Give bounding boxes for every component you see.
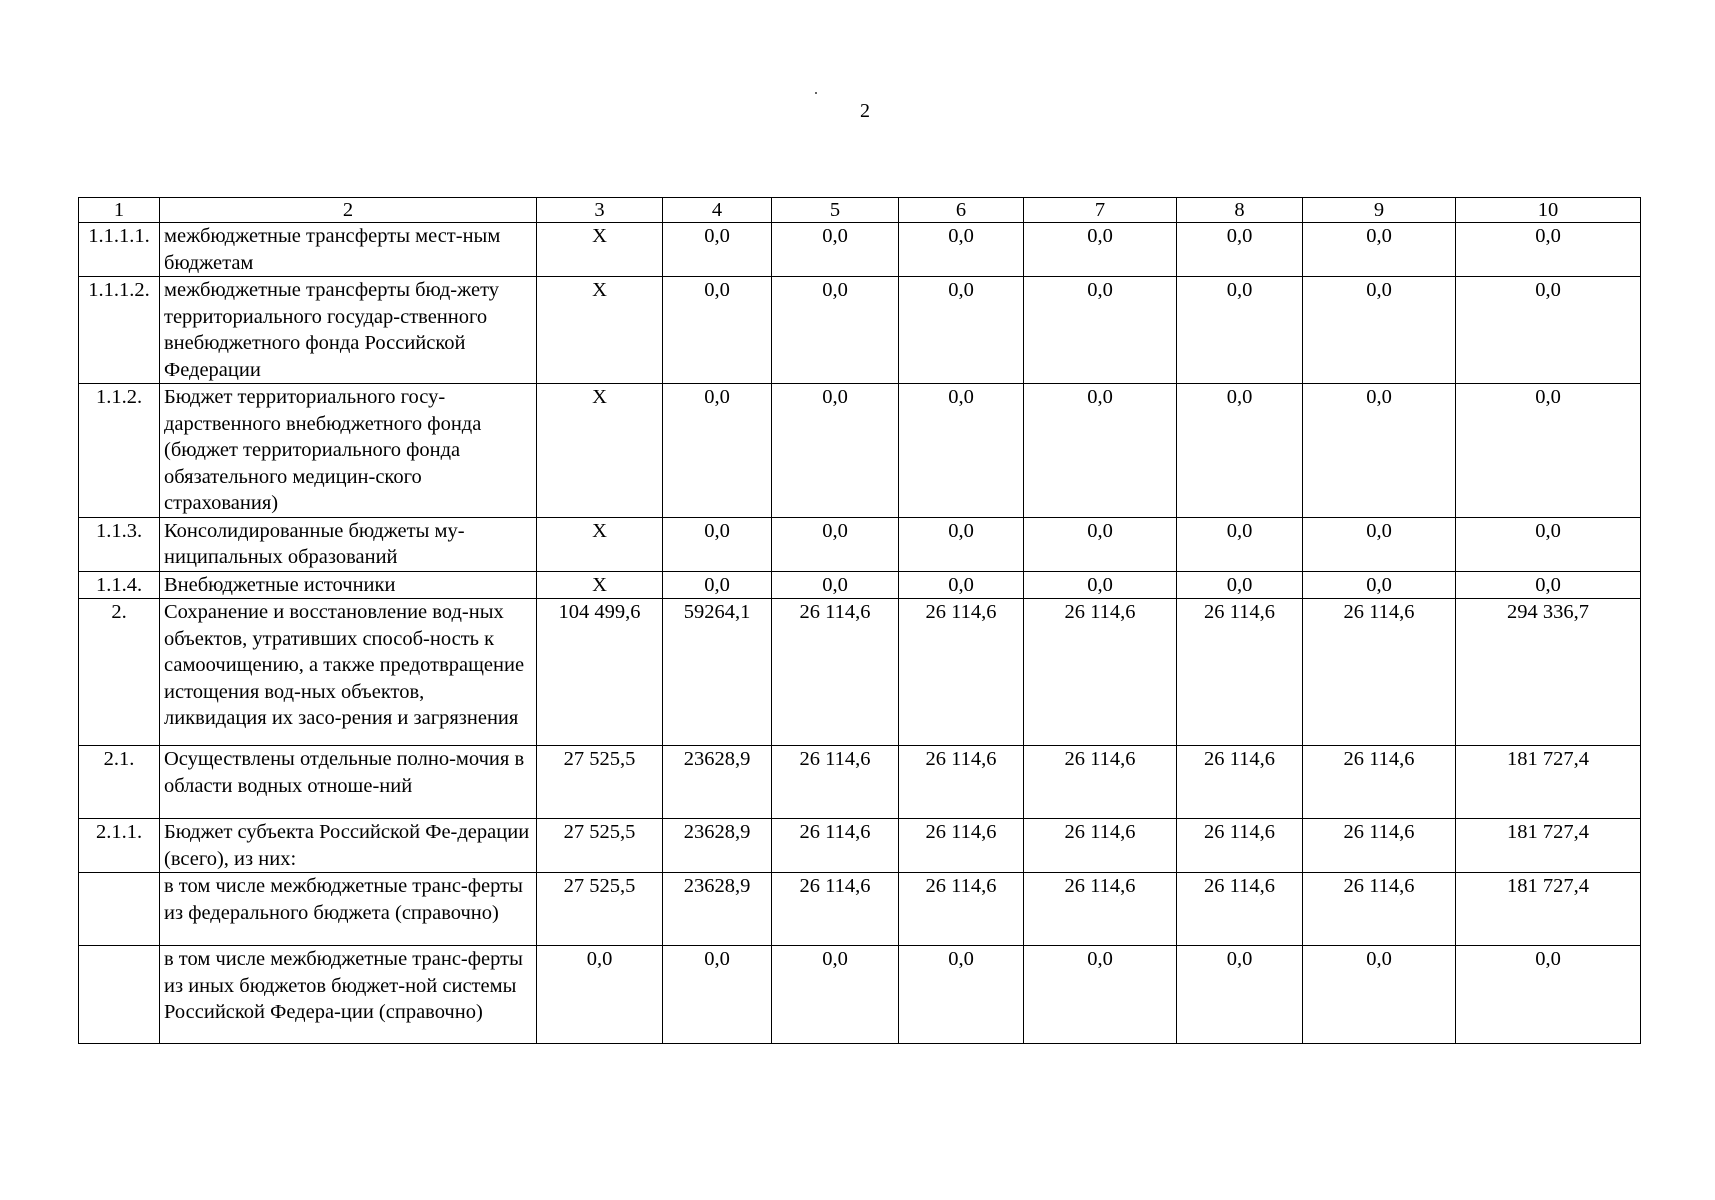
row-number-cell: 1.1.4. [79,571,160,599]
value-cell-col-4: 23628,9 [663,873,772,946]
value-cell-col-6: 0,0 [899,223,1024,277]
value-cell-col-10: 0,0 [1456,277,1641,384]
header-cell-7: 7 [1024,198,1177,223]
header-cell-8: 8 [1177,198,1303,223]
value-cell-col-7: 0,0 [1024,517,1177,571]
table-row [79,873,1641,946]
table-row [79,946,1641,1044]
value-cell-col-5: 0,0 [772,571,899,599]
value-cell-col-5: 0,0 [772,384,899,518]
table-row [79,571,1641,599]
value-cell-col-4: 0,0 [663,277,772,384]
value-cell-col-10: 0,0 [1456,571,1641,599]
header-cell-5: 5 [772,198,899,223]
row-number-cell: 2. [79,599,160,746]
value-cell-col-9: 0,0 [1303,223,1456,277]
table-row [79,384,1641,518]
value-cell-col-3: 27 525,5 [537,819,663,873]
value-cell-col-10: 0,0 [1456,223,1641,277]
value-cell-col-5: 26 114,6 [772,599,899,746]
value-cell-col-4: 23628,9 [663,819,772,873]
value-cell-col-8: 26 114,6 [1177,873,1303,946]
value-cell-col-10: 0,0 [1456,517,1641,571]
value-cell-col-9: 26 114,6 [1303,746,1456,819]
value-cell-col-7: 0,0 [1024,384,1177,518]
value-cell-col-10: 181 727,4 [1456,746,1641,819]
row-number-cell: 1.1.2. [79,384,160,518]
value-cell-col-8: 26 114,6 [1177,819,1303,873]
header-cell-9: 9 [1303,198,1456,223]
value-cell-col-6: 0,0 [899,571,1024,599]
header-cell-2: 2 [160,198,537,223]
row-description-cell: Бюджет территориального госу-дарственного внебюджетного фонда (бюджет территориального фонда обязательного медицин-ского страхования) [160,384,537,518]
value-cell-col-3: X [537,277,663,384]
value-cell-col-8: 26 114,6 [1177,746,1303,819]
value-cell-col-6: 26 114,6 [899,746,1024,819]
value-cell-col-7: 0,0 [1024,571,1177,599]
value-cell-col-3: X [537,384,663,518]
value-cell-col-8: 0,0 [1177,517,1303,571]
value-cell-col-7: 0,0 [1024,277,1177,384]
table-row [79,277,1641,384]
value-cell-col-8: 0,0 [1177,946,1303,1044]
value-cell-col-7: 0,0 [1024,223,1177,277]
value-cell-col-4: 0,0 [663,946,772,1044]
table-row [79,517,1641,571]
value-cell-col-7: 26 114,6 [1024,873,1177,946]
value-cell-col-3: X [537,223,663,277]
table-row [79,599,1641,746]
value-cell-col-6: 26 114,6 [899,873,1024,946]
value-cell-col-8: 0,0 [1177,384,1303,518]
value-cell-col-4: 0,0 [663,384,772,518]
row-description-cell: Осуществлены отдельные полно-мочия в области водных отноше-ний [160,746,537,819]
value-cell-col-6: 26 114,6 [899,599,1024,746]
value-cell-col-8: 26 114,6 [1177,599,1303,746]
value-cell-col-3: X [537,571,663,599]
row-number-cell: 2.1. [79,746,160,819]
value-cell-col-9: 0,0 [1303,517,1456,571]
table-body [79,198,1641,1044]
value-cell-col-3: X [537,517,663,571]
value-cell-col-9: 26 114,6 [1303,819,1456,873]
value-cell-col-7: 26 114,6 [1024,819,1177,873]
row-description-cell: Консолидированные бюджеты му-ниципальных образований [160,517,537,571]
value-cell-col-10: 181 727,4 [1456,819,1641,873]
row-number-cell: 2.1.1. [79,819,160,873]
value-cell-col-5: 0,0 [772,517,899,571]
value-cell-col-7: 26 114,6 [1024,746,1177,819]
value-cell-col-3: 104 499,6 [537,599,663,746]
value-cell-col-8: 0,0 [1177,277,1303,384]
row-number-cell [79,873,160,946]
row-number-cell: 1.1.1.2. [79,277,160,384]
value-cell-col-4: 0,0 [663,223,772,277]
value-cell-col-4: 0,0 [663,571,772,599]
value-cell-col-3: 0,0 [537,946,663,1044]
header-cell-1: 1 [79,198,160,223]
value-cell-col-7: 0,0 [1024,946,1177,1044]
value-cell-col-5: 26 114,6 [772,873,899,946]
row-description-cell: в том числе межбюджетные транс-ферты из иных бюджетов бюджет-ной системы Российской Федера-ции (справочно) [160,946,537,1044]
row-description-cell: Бюджет субъекта Российской Фе-дерации (всего), из них: [160,819,537,873]
value-cell-col-8: 0,0 [1177,223,1303,277]
row-number-cell [79,946,160,1044]
value-cell-col-6: 0,0 [899,517,1024,571]
value-cell-col-5: 0,0 [772,277,899,384]
header-row [79,198,1641,223]
table-row [79,223,1641,277]
value-cell-col-9: 0,0 [1303,571,1456,599]
page-number: 2 [860,100,870,122]
value-cell-col-3: 27 525,5 [537,873,663,946]
value-cell-col-10: 0,0 [1456,384,1641,518]
value-cell-col-4: 0,0 [663,517,772,571]
value-cell-col-6: 26 114,6 [899,819,1024,873]
value-cell-col-4: 23628,9 [663,746,772,819]
row-description-cell: межбюджетные трансферты мест-ным бюджетам [160,223,537,277]
budget-table [78,197,1641,1044]
scan-speck [815,92,817,94]
value-cell-col-3: 27 525,5 [537,746,663,819]
value-cell-col-9: 0,0 [1303,277,1456,384]
value-cell-col-10: 181 727,4 [1456,873,1641,946]
row-description-cell: Сохранение и восстановление вод-ных объектов, утративших способ-ность к самоочищению, а также предотвращение истощения вод-ных объектов, ликвидация их засо-рения и загрязнения [160,599,537,746]
value-cell-col-5: 0,0 [772,223,899,277]
row-description-cell: в том числе межбюджетные транс-ферты из федерального бюджета (справочно) [160,873,537,946]
row-description-cell: межбюджетные трансферты бюд-жету территориального государ-ственного внебюджетного фонда Российской Федерации [160,277,537,384]
header-cell-6: 6 [899,198,1024,223]
value-cell-col-9: 0,0 [1303,946,1456,1044]
header-cell-10: 10 [1456,198,1641,223]
value-cell-col-10: 0,0 [1456,946,1641,1044]
value-cell-col-4: 59264,1 [663,599,772,746]
value-cell-col-5: 0,0 [772,946,899,1044]
value-cell-col-6: 0,0 [899,277,1024,384]
table-row [79,746,1641,819]
row-description-cell: Внебюджетные источники [160,571,537,599]
value-cell-col-9: 26 114,6 [1303,599,1456,746]
value-cell-col-9: 0,0 [1303,384,1456,518]
value-cell-col-9: 26 114,6 [1303,873,1456,946]
value-cell-col-5: 26 114,6 [772,746,899,819]
value-cell-col-8: 0,0 [1177,571,1303,599]
header-cell-3: 3 [537,198,663,223]
row-number-cell: 1.1.1.1. [79,223,160,277]
value-cell-col-10: 294 336,7 [1456,599,1641,746]
value-cell-col-6: 0,0 [899,384,1024,518]
value-cell-col-6: 0,0 [899,946,1024,1044]
value-cell-col-7: 26 114,6 [1024,599,1177,746]
header-cell-4: 4 [663,198,772,223]
table-row [79,819,1641,873]
row-number-cell: 1.1.3. [79,517,160,571]
value-cell-col-5: 26 114,6 [772,819,899,873]
